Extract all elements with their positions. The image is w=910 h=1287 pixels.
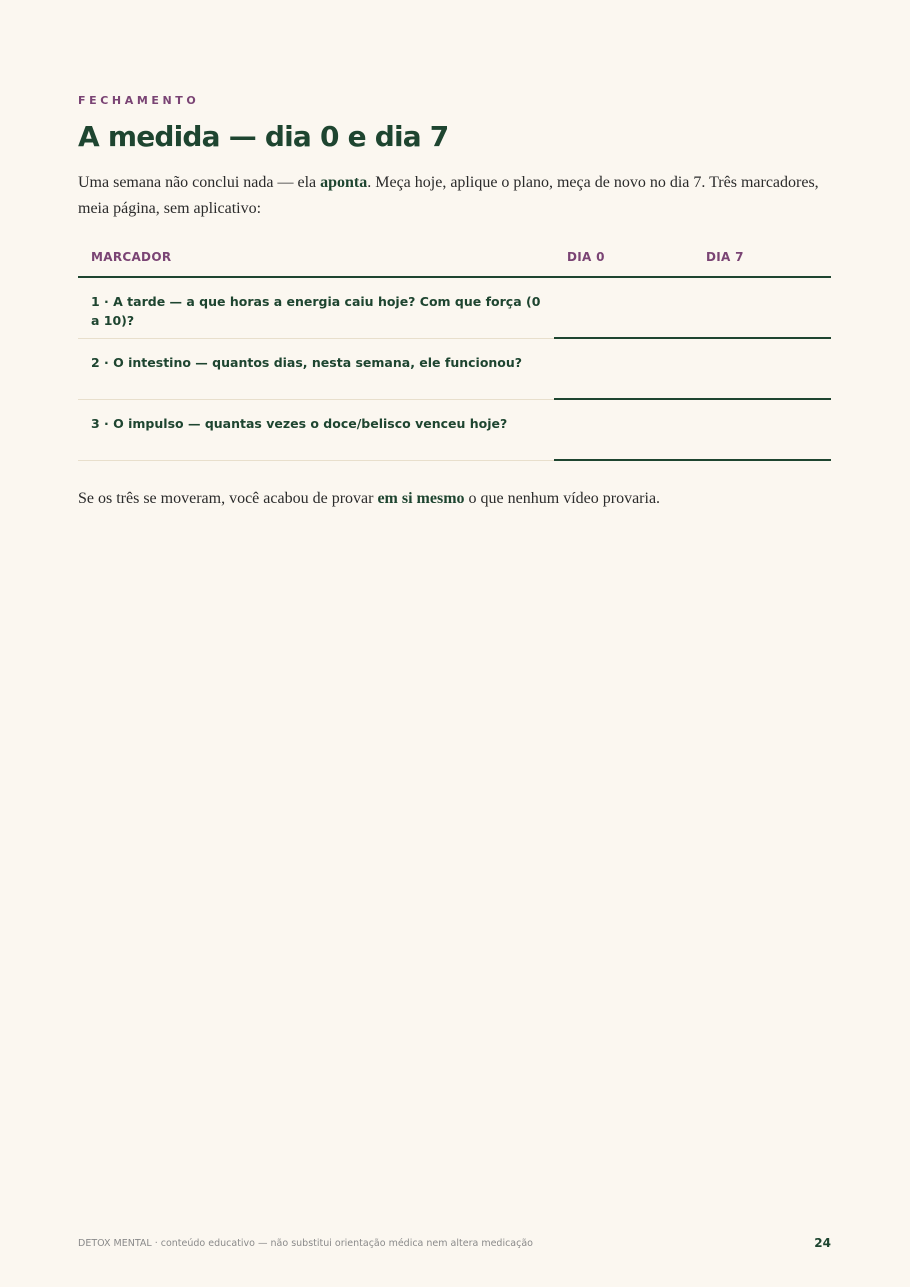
measurement-table: [78, 236, 831, 461]
marker-question: [91, 292, 541, 330]
section-label: FECHAMENTO: [78, 94, 200, 107]
footer-disclaimer: DETOX MENTAL · conteúdo educativo — não substitui orientação médica nem altera medicação: [78, 1238, 533, 1249]
table-row: [78, 339, 831, 400]
page-title: A medida — dia 0 e dia 7: [78, 120, 449, 153]
table-header: [78, 236, 831, 278]
intro-emphasis: aponta: [320, 174, 368, 191]
outro-text-2: o que nenhum vídeo provaria.: [464, 490, 661, 507]
intro-paragraph: [78, 170, 831, 222]
outro-emphasis: em si mesmo: [377, 490, 465, 507]
row-divider: [78, 460, 554, 461]
intro-text-1: Uma semana não conclui nada — ela: [78, 174, 321, 191]
closing-paragraph: [78, 486, 831, 512]
header-day-0: DIA 0: [567, 250, 605, 264]
header-marker: MARCADOR: [91, 250, 172, 264]
outro-text-1: Se os três se moveram, você acabou de provar: [78, 490, 378, 507]
marker-question: [91, 414, 541, 433]
marker-lead: 3 · O impulso: [91, 416, 184, 431]
page-number: 24: [814, 1236, 831, 1250]
marker-lead: 2 · O intestino: [91, 355, 191, 370]
marker-rest: — a que horas a energia caiu hoje? Com que força (0 a 10)?: [91, 294, 541, 328]
marker-rest: — quantos dias, nesta semana, ele funcionou?: [190, 355, 523, 370]
table-row: [78, 278, 831, 339]
marker-rest: — quantas vezes o doce/belisco venceu hoje?: [183, 416, 508, 431]
marker-question: [91, 353, 541, 372]
intro-text-2: . Meça hoje, aplique o plano, meça de novo no dia 7. Três marcadores, meia página, sem aplicativo:: [78, 174, 819, 217]
header-day-7: DIA 7: [706, 250, 744, 264]
answer-line[interactable]: [554, 459, 831, 461]
table-row: [78, 400, 831, 461]
marker-lead: 1 · A tarde: [91, 294, 166, 309]
